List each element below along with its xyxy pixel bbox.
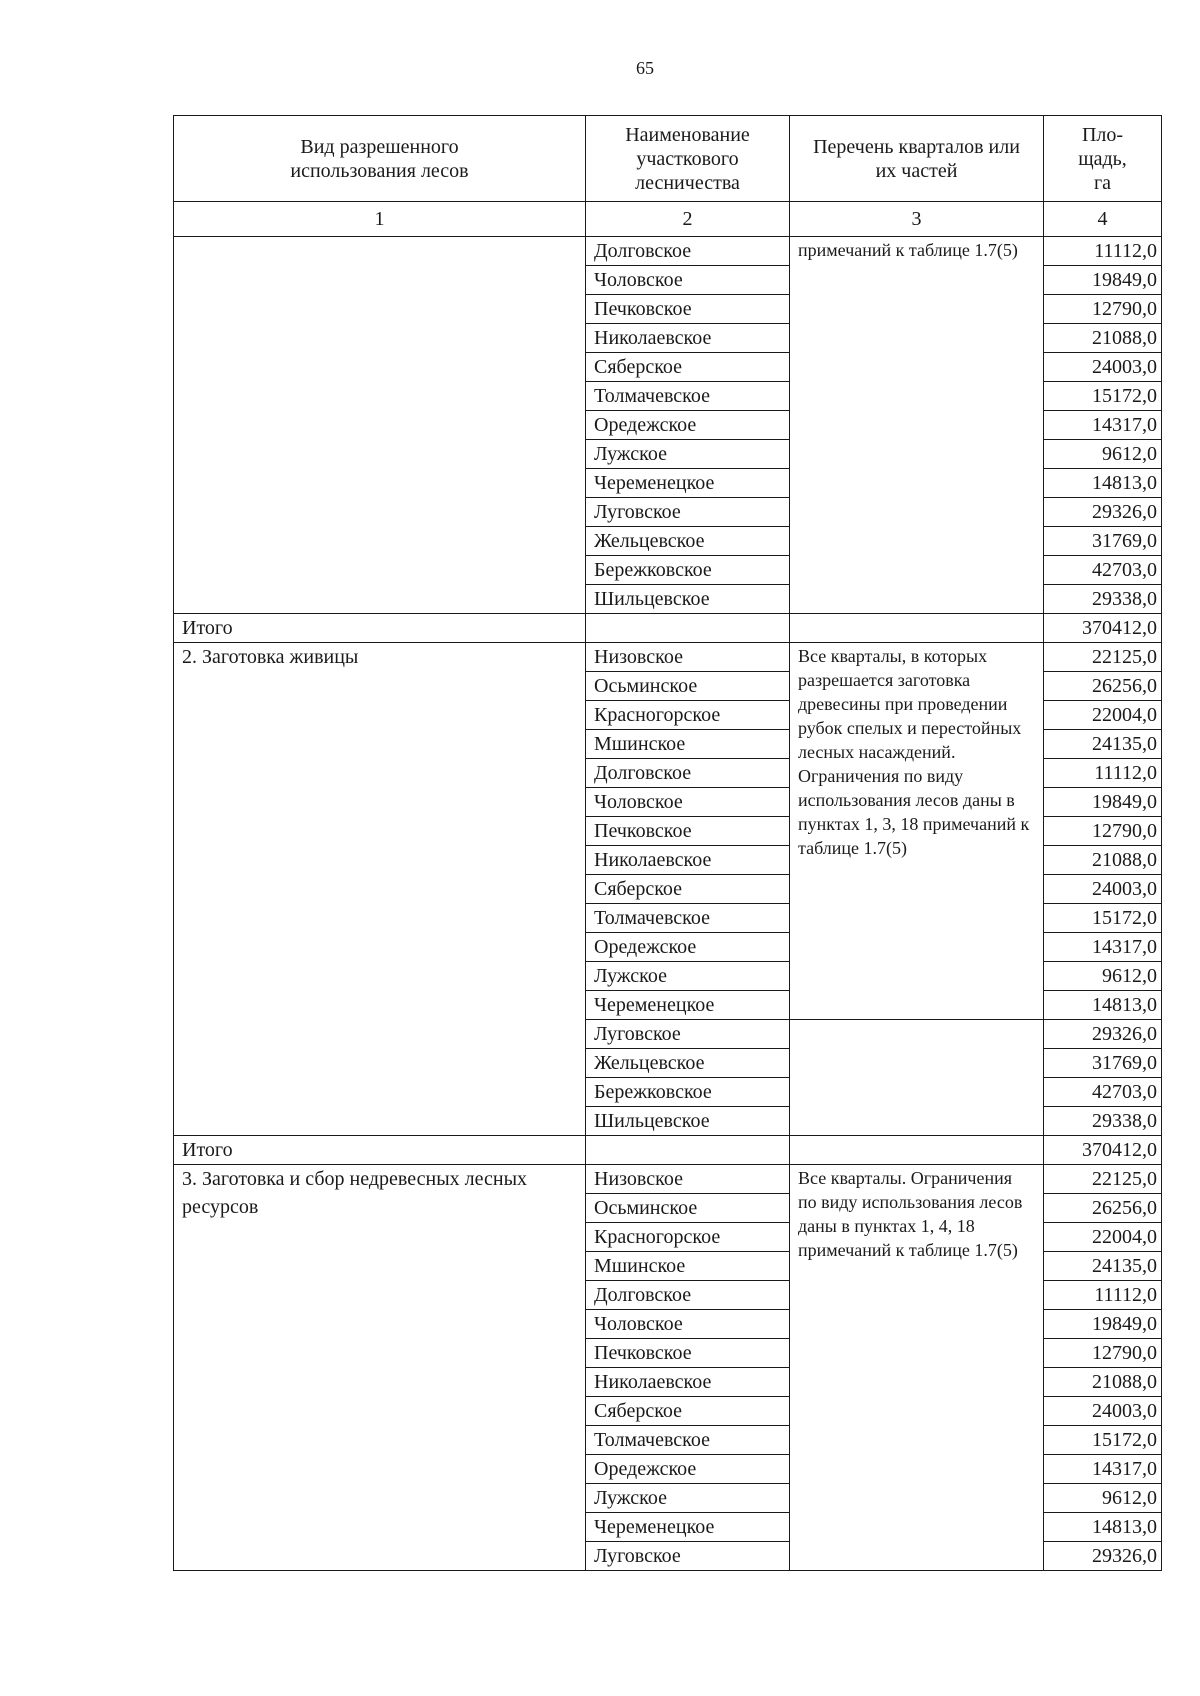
district-name: Череменецкое [586,469,790,498]
area-value: 21088,0 [1044,324,1162,353]
district-name: Оредежское [586,933,790,962]
area-value: 14813,0 [1044,991,1162,1020]
total-area: 370412,0 [1044,614,1162,643]
area-value: 14317,0 [1044,933,1162,962]
header-area: Пло- щадь, га [1044,116,1162,202]
district-name: Низовское [586,643,790,672]
district-name: Шильцевское [586,585,790,614]
district-name: Печковское [586,1339,790,1368]
header-use-type: Вид разрешенного использования лесов [174,116,586,202]
district-name: Печковское [586,295,790,324]
area-value: 19849,0 [1044,788,1162,817]
area-value: 22125,0 [1044,643,1162,672]
district-name: Толмачевское [586,904,790,933]
column-number: 2 [586,202,790,237]
blocks-cell [790,1165,1044,1571]
total-area: 370412,0 [1044,1136,1162,1165]
district-name: Шильцевское [586,1107,790,1136]
total-row [174,614,1162,643]
district-name: Сяберское [586,353,790,382]
column-number: 4 [1044,202,1162,237]
district-name: Чоловское [586,788,790,817]
blocks-text: Все кварталы, в которых разрешается заготовка древесины при проведении рубок спелых и перестойных лесных насаждений. Ограничения по виду использования лесов даны в пунктах 1, 3, 18 примечаний к таблице 1.7(5) [798,646,1030,858]
blocks-text: Все кварталы. Ограничения по виду использования лесов даны в пунктах 1, 4, 18 примечаний к таблице 1.7(5) [798,1168,1023,1260]
district-name: Оредежское [586,411,790,440]
district-name: Толмачевское [586,1426,790,1455]
area-value: 22125,0 [1044,1165,1162,1194]
blocks-cell [790,643,1044,1020]
column-number: 3 [790,202,1044,237]
total-label: Итого [174,614,586,643]
area-value: 26256,0 [1044,1194,1162,1223]
area-value: 42703,0 [1044,1078,1162,1107]
area-value: 9612,0 [1044,1484,1162,1513]
forest-use-table [173,115,1162,1571]
area-value: 12790,0 [1044,1339,1162,1368]
area-value: 31769,0 [1044,1049,1162,1078]
area-value: 21088,0 [1044,1368,1162,1397]
area-value: 11112,0 [1044,1281,1162,1310]
area-value: 31769,0 [1044,527,1162,556]
area-value: 24135,0 [1044,1252,1162,1281]
area-value: 9612,0 [1044,440,1162,469]
district-name: Красногорское [586,701,790,730]
district-name: Николаевское [586,846,790,875]
table-row [174,1165,1162,1194]
header-district: Наименование участкового лесничества [586,116,790,202]
header-blocks: Перечень кварталов или их частей [790,116,1044,202]
district-name: Оредежское [586,1455,790,1484]
district-name: Жельцевское [586,1049,790,1078]
district-name: Осьминское [586,672,790,701]
area-value: 14317,0 [1044,411,1162,440]
blocks-cell [790,237,1044,614]
district-name: Мшинское [586,730,790,759]
district-name: Долговское [586,1281,790,1310]
area-value: 14813,0 [1044,469,1162,498]
area-value: 22004,0 [1044,1223,1162,1252]
area-value: 29338,0 [1044,1107,1162,1136]
area-value: 29326,0 [1044,1020,1162,1049]
blocks-cell [790,1020,1044,1136]
area-value: 12790,0 [1044,817,1162,846]
district-name: Жельцевское [586,527,790,556]
district-name: Николаевское [586,324,790,353]
area-value: 21088,0 [1044,846,1162,875]
area-value: 12790,0 [1044,295,1162,324]
district-name: Луговское [586,498,790,527]
area-value: 26256,0 [1044,672,1162,701]
page-number: 65 [636,58,654,78]
district-name: Чоловское [586,1310,790,1339]
area-value: 11112,0 [1044,237,1162,266]
table-row [174,643,1162,672]
area-value: 14317,0 [1044,1455,1162,1484]
blocks-text: примечаний к таблице 1.7(5) [798,240,1018,260]
district-name: Николаевское [586,1368,790,1397]
area-value: 24003,0 [1044,353,1162,382]
district-name: Бережковское [586,556,790,585]
district-name: Толмачевское [586,382,790,411]
area-value: 9612,0 [1044,962,1162,991]
area-value: 24003,0 [1044,1397,1162,1426]
total-row [174,1136,1162,1165]
blocks-text [798,1020,1035,1021]
district-name: Лужское [586,1484,790,1513]
district-name: Лужское [586,962,790,991]
district-name: Красногорское [586,1223,790,1252]
area-value: 22004,0 [1044,701,1162,730]
district-name: Осьминское [586,1194,790,1223]
area-value: 29338,0 [1044,585,1162,614]
district-name: Печковское [586,817,790,846]
total-label: Итого [174,1136,586,1165]
empty-cell [586,1136,790,1165]
area-value: 24003,0 [1044,875,1162,904]
empty-cell [790,1136,1044,1165]
table-header [174,116,1162,237]
column-number-row [174,202,1162,237]
district-name: Череменецкое [586,991,790,1020]
use-type-label: 3. Заготовка и сбор недревесных лесных ресурсов [182,1168,528,1218]
area-value: 19849,0 [1044,266,1162,295]
district-name: Сяберское [586,875,790,904]
area-value: 15172,0 [1044,382,1162,411]
area-value: 14813,0 [1044,1513,1162,1542]
area-value: 19849,0 [1044,1310,1162,1339]
table-body [174,237,1162,1571]
use-type-cell [174,1165,586,1571]
column-number: 1 [174,202,586,237]
header-row [174,116,1162,202]
district-name: Чоловское [586,266,790,295]
area-value: 15172,0 [1044,904,1162,933]
use-type-label: 2. Заготовка живицы [182,646,359,668]
district-name: Долговское [586,237,790,266]
district-name: Луговское [586,1020,790,1049]
district-name: Череменецкое [586,1513,790,1542]
district-name: Низовское [586,1165,790,1194]
district-name: Сяберское [586,1397,790,1426]
use-type-cell [174,643,586,1136]
district-name: Бережковское [586,1078,790,1107]
use-type-cell [174,237,586,614]
area-value: 11112,0 [1044,759,1162,788]
district-name: Лужское [586,440,790,469]
area-value: 29326,0 [1044,1542,1162,1571]
district-name: Луговское [586,1542,790,1571]
area-value: 42703,0 [1044,556,1162,585]
table-row [174,237,1162,266]
district-name: Мшинское [586,1252,790,1281]
district-name: Долговское [586,759,790,788]
area-value: 29326,0 [1044,498,1162,527]
empty-cell [586,614,790,643]
area-value: 24135,0 [1044,730,1162,759]
empty-cell [790,614,1044,643]
area-value: 15172,0 [1044,1426,1162,1455]
